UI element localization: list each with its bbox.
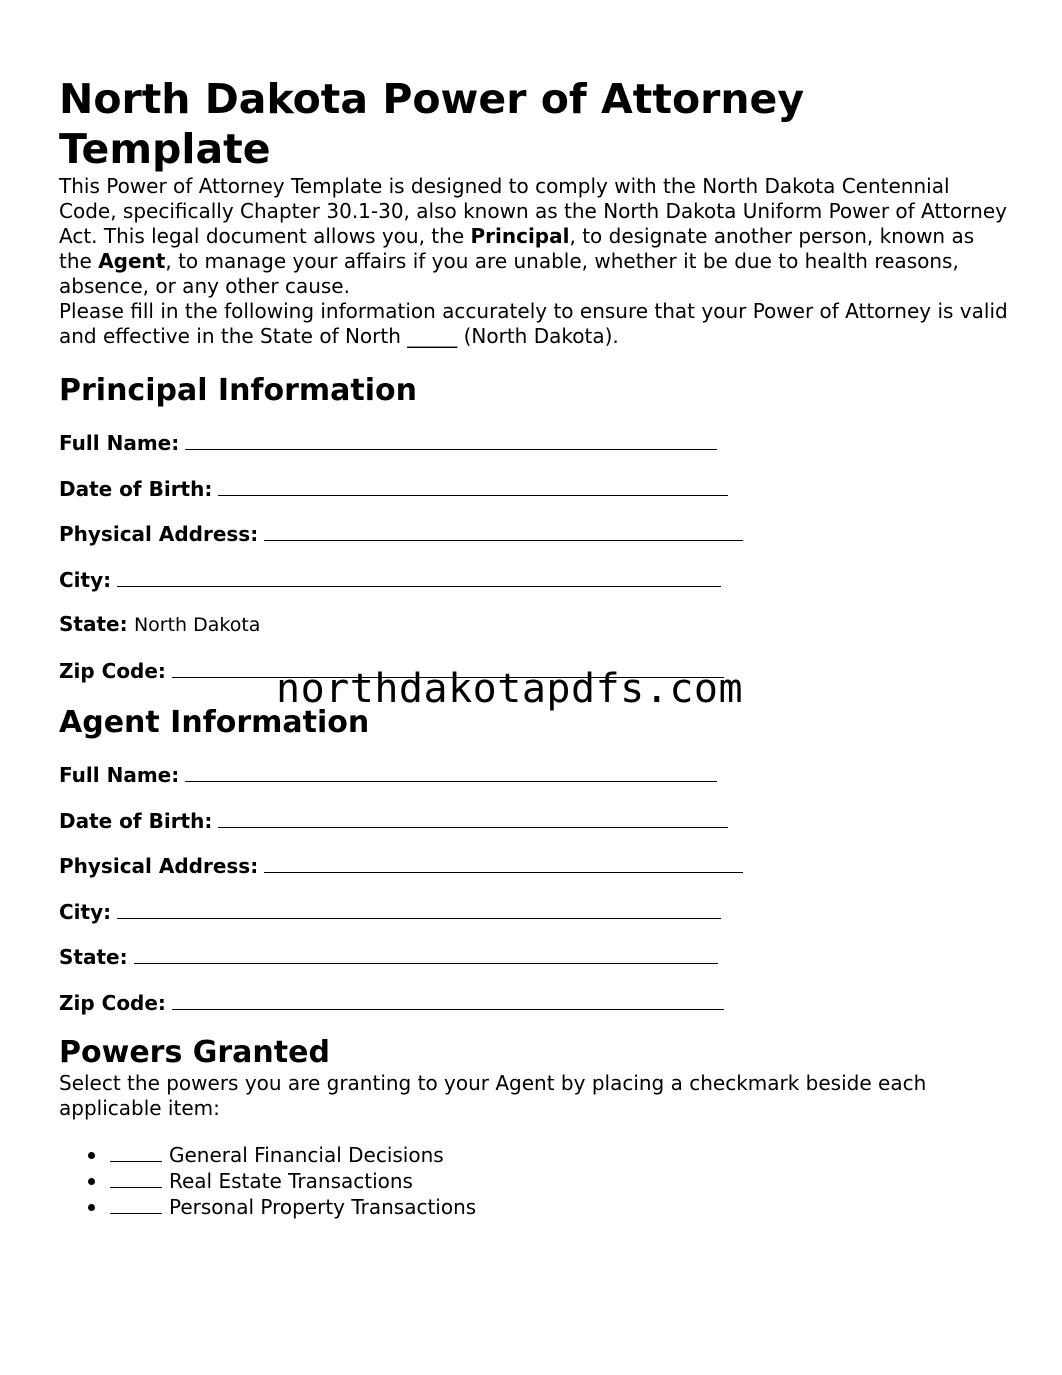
watermark-text: northdakotapdfs.com bbox=[276, 666, 744, 712]
agent-state-input[interactable] bbox=[134, 944, 718, 964]
agent-city-input[interactable] bbox=[117, 899, 721, 919]
agent-address-field bbox=[59, 853, 1009, 877]
power-checkbox-line[interactable] bbox=[110, 1194, 162, 1214]
powers-instructions: Select the powers you are granting to your Agent by placing a checkmark beside each applicable item: bbox=[59, 1070, 927, 1120]
intro-paragraph bbox=[59, 174, 1009, 299]
powers-list bbox=[59, 1142, 1009, 1220]
power-item-label: General Financial Decisions bbox=[169, 1142, 444, 1167]
principal-city-field bbox=[59, 567, 1009, 591]
field-label: State: bbox=[59, 945, 128, 970]
field-label: Zip Code: bbox=[59, 990, 166, 1015]
agent-full-name-input[interactable] bbox=[185, 762, 717, 782]
agent-address-input[interactable] bbox=[264, 853, 743, 873]
powers-section-heading: Powers Granted bbox=[59, 1034, 330, 1070]
agent-zip-input[interactable] bbox=[172, 990, 724, 1010]
page-title: North Dakota Power of Attorney Template bbox=[59, 75, 805, 173]
principal-dob-field bbox=[59, 476, 1009, 500]
principal-full-name-input[interactable] bbox=[185, 430, 717, 450]
field-label: Full Name: bbox=[59, 431, 180, 455]
principal-dob-input[interactable] bbox=[218, 476, 728, 496]
agent-dob-field bbox=[59, 808, 1009, 832]
power-checkbox-line[interactable] bbox=[110, 1142, 162, 1162]
power-item-label: Real Estate Transactions bbox=[169, 1168, 413, 1193]
intro-text-2: , to designate another person, known as the bbox=[59, 224, 975, 273]
principal-section-heading: Principal Information bbox=[59, 373, 418, 408]
field-label: Date of Birth: bbox=[59, 808, 213, 833]
principal-full-name-field bbox=[59, 430, 1009, 454]
power-item-label: Personal Property Transactions bbox=[169, 1194, 477, 1219]
field-label: Date of Birth: bbox=[59, 476, 213, 501]
field-label: Physical Address: bbox=[59, 522, 259, 547]
field-label: Physical Address: bbox=[59, 854, 259, 879]
agent-state-field bbox=[59, 944, 1009, 968]
agent-section-heading: Agent Information bbox=[59, 704, 370, 740]
intro-text-3: , to manage your affairs if you are unable, whether it be due to health reasons, absence, or any other cause. bbox=[59, 249, 959, 298]
principal-state-value: North Dakota bbox=[133, 614, 261, 637]
document-page bbox=[59, 74, 1009, 1220]
field-label: City: bbox=[59, 567, 112, 592]
principal-term: Principal bbox=[470, 224, 570, 248]
bullet-icon bbox=[88, 1152, 95, 1159]
principal-state-field bbox=[59, 612, 1009, 636]
field-label: State: bbox=[59, 612, 128, 637]
agent-city-field bbox=[59, 899, 1009, 923]
field-label: Full Name: bbox=[59, 762, 180, 787]
principal-city-input[interactable] bbox=[117, 567, 721, 587]
power-item bbox=[59, 1142, 1009, 1168]
principal-address-input[interactable] bbox=[264, 521, 743, 541]
power-checkbox-line[interactable] bbox=[110, 1168, 162, 1188]
agent-term: Agent bbox=[98, 249, 166, 273]
intro-text-1: This Power of Attorney Template is designed to comply with the North Dakota Centennial Code, specifically Chapter 30.1-30, also known as the North Dakota Uniform Power of Attorney Act. This legal document allows you, the bbox=[59, 174, 1007, 248]
field-label: City: bbox=[59, 899, 112, 924]
bullet-icon bbox=[88, 1178, 95, 1185]
agent-dob-input[interactable] bbox=[218, 808, 728, 828]
power-item bbox=[59, 1194, 1009, 1220]
field-label: Zip Code: bbox=[59, 658, 166, 683]
instructions-paragraph: Please fill in the following information accurately to ensure that your Power of Attorney is valid and effective in the State of North _____ (North Dakota). bbox=[59, 299, 1008, 348]
agent-zip-field bbox=[59, 990, 1009, 1014]
principal-address-field bbox=[59, 521, 1009, 545]
agent-full-name-field bbox=[59, 762, 1009, 786]
power-item bbox=[59, 1168, 1009, 1194]
bullet-icon bbox=[88, 1204, 95, 1211]
